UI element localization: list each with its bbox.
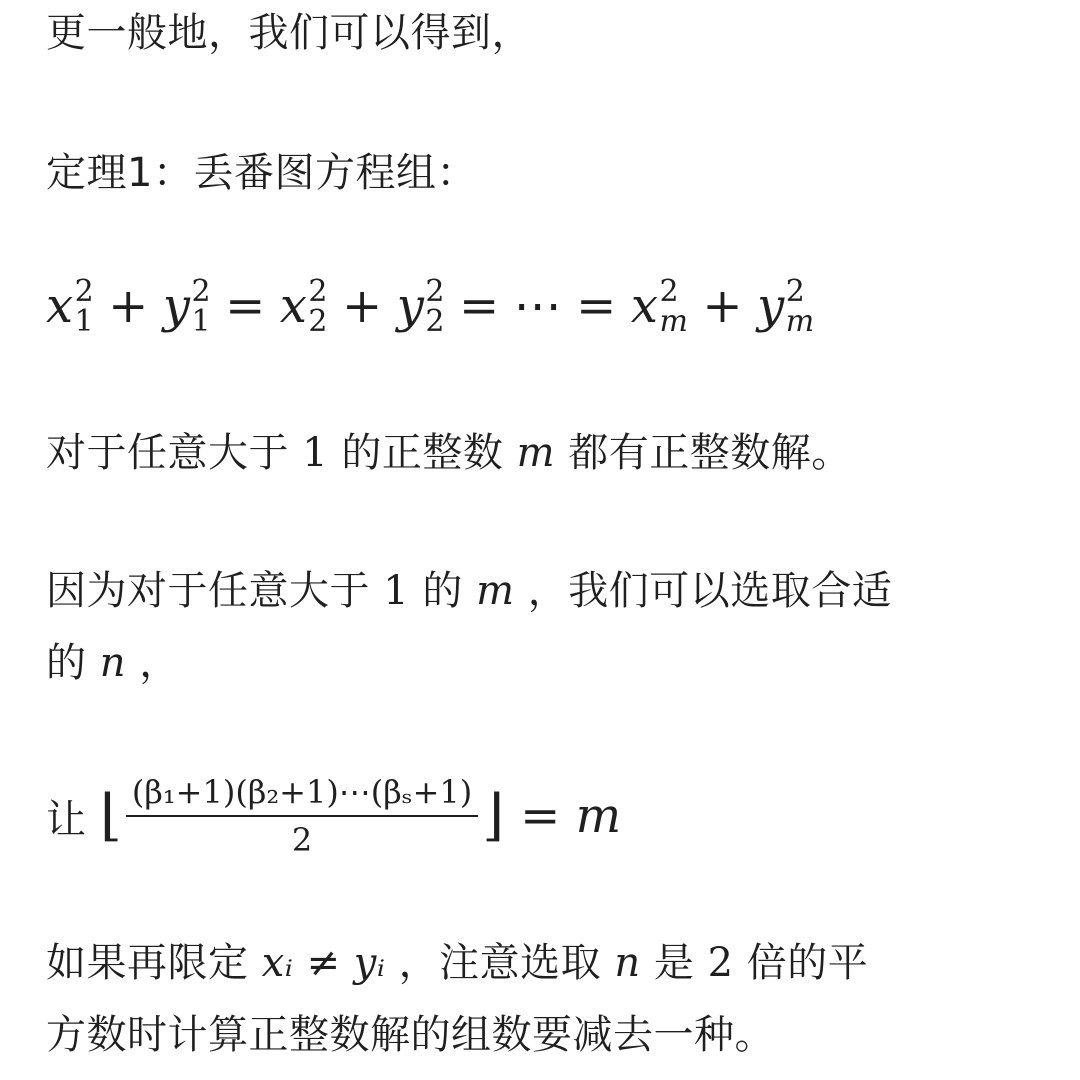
- eq-x2: x 2 2: [279, 273, 328, 339]
- eq-x1: x 2 1: [46, 273, 95, 339]
- equals-m: = m: [520, 788, 622, 844]
- var-m: m: [516, 430, 556, 476]
- xi-neq-yi: xᵢ ≠ yᵢ: [261, 940, 386, 986]
- number-two: 2: [707, 940, 734, 986]
- statement-text: 对于任意大于 1 的正整数 m 都有正整数解。: [46, 430, 852, 476]
- var-m: m: [476, 568, 515, 614]
- fraction-numerator: (β₁+1)(β₂+1)⋯(βₛ+1): [126, 773, 478, 817]
- eq-ym: y 2 m: [757, 273, 815, 339]
- because-text-line2: 的 n ，: [46, 640, 180, 686]
- eq-xm: x 2 m: [630, 273, 689, 339]
- let-label: 让: [46, 796, 86, 843]
- number-one: 1: [383, 568, 410, 614]
- floor-formula: [46, 768, 621, 864]
- theorem-heading: 定理1：丢番图方程组：: [46, 150, 477, 196]
- eq-y1: y 2 1: [162, 273, 212, 339]
- eq-equals-2: =: [458, 278, 500, 334]
- number-one: 1: [302, 430, 329, 476]
- eq-equals-3: =: [576, 278, 617, 334]
- eq-plus-2: +: [342, 278, 383, 334]
- eq-plus-1: +: [108, 278, 149, 334]
- eq-plus-3: +: [702, 278, 744, 334]
- eq-dots: ⋯: [513, 278, 563, 334]
- fraction: [126, 773, 478, 859]
- eq-equals-1: =: [225, 278, 266, 334]
- floor-right-bracket: ⌋: [482, 783, 505, 848]
- diophantine-equation: [46, 273, 815, 339]
- var-n: n: [614, 940, 641, 986]
- condition-text-line1: 如果再限定 xᵢ ≠ yᵢ ，注意选取 n 是 2 倍的平: [46, 940, 869, 986]
- fraction-denominator: 2: [291, 821, 313, 859]
- condition-text-line2: 方数时计算正整数解的组数要减去一种。: [46, 1012, 775, 1058]
- floor-left-bracket: ⌊: [100, 783, 122, 848]
- var-n: n: [99, 640, 126, 686]
- eq-y2: y 2 2: [396, 273, 445, 339]
- because-text-line1: 因为对于任意大于 1 的 m ，我们可以选取合适: [46, 568, 893, 614]
- intro-text: 更一般地，我们可以得到，: [46, 10, 532, 56]
